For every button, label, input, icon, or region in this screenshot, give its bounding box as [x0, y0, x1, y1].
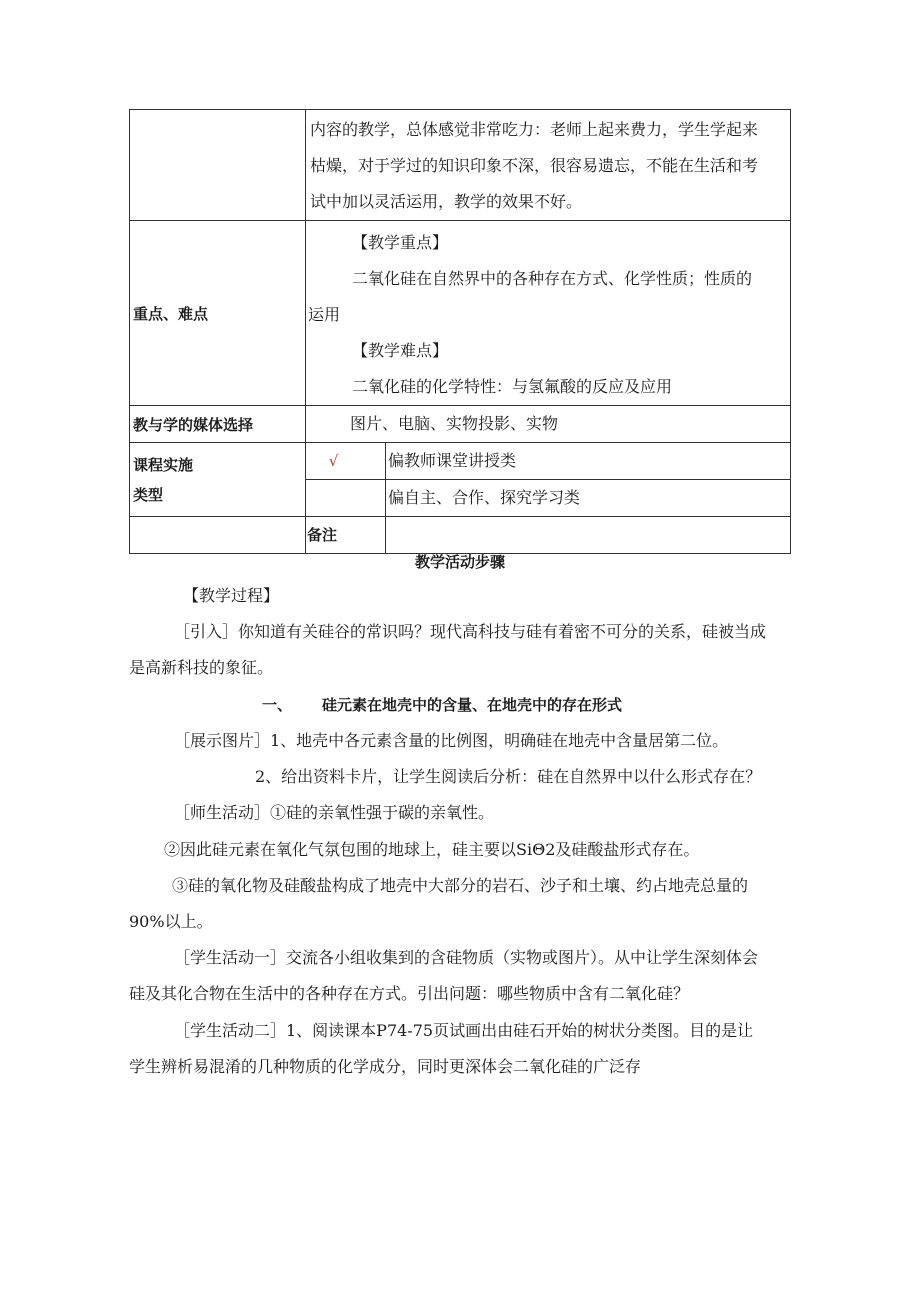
media-text-cell [306, 406, 791, 443]
focus-title: 【教学重点】 [352, 233, 449, 252]
intro-paragraph-line: ［引入］你知道有关硅谷的常识吗？现代高科技与硅有着密不可分的关系，硅被当成 [174, 622, 767, 641]
student-activity-2-line: 学生辨析易混淆的几种物质的化学成分，同时更深体会二氧化硅的广泛存 [129, 1057, 642, 1076]
steps-title: 教学活动步骤 [414, 553, 505, 571]
focus-text-cont: 运用 [308, 305, 341, 324]
student-activity-1-line: 硅及其化合物在生活中的各种存在方式。引出问题：哪些物质中含有二氧化硅？ [129, 984, 690, 1003]
show-picture-line: 2、给出资料卡片，让学生阅读后分析：硅在自然界中以什么形式存在？ [255, 767, 762, 786]
note-value-cell [386, 517, 791, 554]
intro-label-cell [130, 110, 306, 221]
key-points-label: 重点、难点 [133, 304, 209, 323]
table-row-intro [130, 110, 791, 221]
focus-text: 二氧化硅在自然界中的各种存在方式、化学性质；性质的 [352, 269, 753, 288]
media-text: 图片、电脑、实物投影、实物 [350, 414, 559, 433]
teacher-activity-line: 90%以上。 [129, 912, 213, 931]
section-number: 一、 [262, 696, 293, 714]
type-option-cell [386, 443, 791, 480]
note-label-cell [306, 517, 386, 554]
student-activity-1-line: ［学生活动一］交流各小组收集到的含硅物质（实物或图片）。从中让学生深刻体会 [174, 948, 759, 967]
type-option-cell [386, 480, 791, 517]
key-label-cell [130, 221, 306, 406]
note-empty-cell [130, 517, 306, 554]
table-row-media [130, 406, 791, 443]
student-activity-2-line: ［学生活动二］1、阅读课本P74-75页试画出由硅石开始的树状分类图。目的是让 [174, 1021, 754, 1040]
type-label-line: 课程实施 [133, 455, 194, 474]
intro-paragraph-line: 是高新科技的象征。 [129, 658, 274, 677]
show-picture-line: ［展示图片］1、地壳中各元素含量的比例图，明确硅在地壳中含量居第二位。 [174, 731, 729, 750]
intro-line: 内容的教学，总体感觉非常吃力：老师上起来费力，学生学起来 [310, 120, 759, 139]
type-mark-cell-empty [306, 480, 386, 517]
type-mark-cell [306, 443, 386, 480]
type-option-lecture: 偏教师课堂讲授类 [388, 451, 517, 470]
teacher-activity-line: ②因此硅元素在氧化气氛包围的地球上，硅主要以SiΘ2及硅酸盐形式存在。 [164, 840, 700, 859]
table-row-type-1 [130, 443, 791, 480]
intro-line: 枯燥，对于学过的知识印象不深，很容易遗忘，不能在生活和考 [310, 156, 759, 175]
lesson-plan-table [129, 109, 791, 554]
key-text-cell [306, 221, 791, 406]
teacher-activity-line: ③硅的氧化物及硅酸盐构成了地壳中大部分的岩石、沙子和土壤、约占地壳总量的 [172, 876, 749, 895]
teacher-activity-line: ［师生活动］①硅的亲氧性强于碳的亲氧性。 [174, 803, 495, 822]
difficulty-title: 【教学难点】 [352, 341, 449, 360]
type-label-cell [130, 443, 306, 517]
table-row-note [130, 517, 791, 554]
type-option-inquiry: 偏自主、合作、探究学习类 [388, 488, 581, 507]
section-title: 硅元素在地壳中的含量、在地壳中的存在形式 [322, 696, 623, 714]
section-heading [262, 687, 920, 723]
type-label-line: 类型 [133, 485, 164, 504]
media-label: 教与学的媒体选择 [133, 415, 254, 434]
media-label-cell [130, 406, 306, 443]
intro-text-cell [306, 110, 791, 221]
checkmark-icon: √ [328, 452, 339, 470]
process-title: 【教学过程】 [183, 586, 280, 605]
difficulty-text: 二氧化硅的化学特性：与氢氟酸的反应及应用 [352, 377, 673, 396]
table-row-key-points [130, 221, 791, 406]
note-label: 备注 [307, 526, 338, 544]
intro-line: 试中加以灵活运用，教学的效果不好。 [310, 192, 583, 211]
